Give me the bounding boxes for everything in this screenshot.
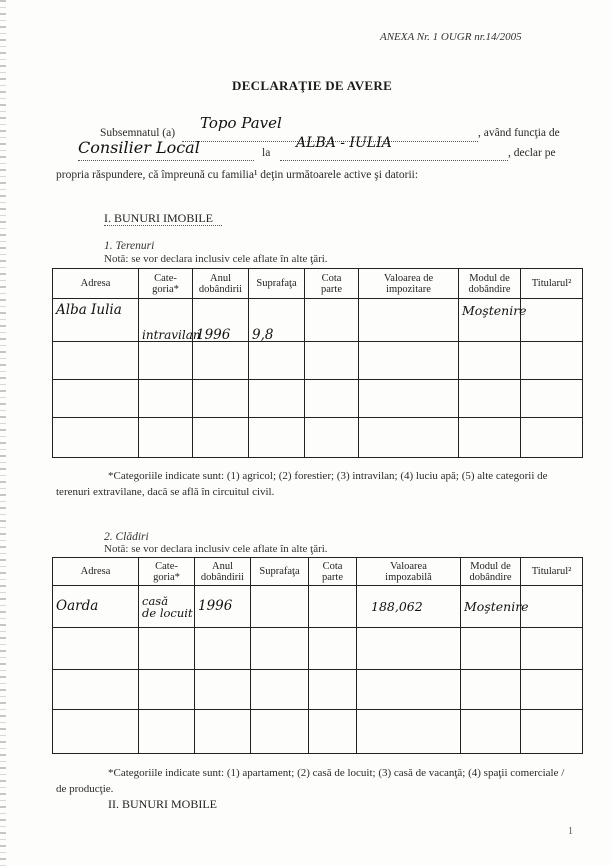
declarant-name: Topo Pavel: [200, 114, 282, 132]
col-titularul: Titularul²: [521, 269, 583, 299]
table-row: [53, 299, 583, 342]
cell-suprafata: 9,8: [249, 299, 305, 342]
col-valoarea: Valoarea de impozitare: [359, 269, 459, 299]
table-row: [53, 342, 583, 380]
la-label: la: [262, 147, 271, 159]
section-underline: [104, 225, 222, 226]
col-valoarea: Valoarea impozabilă: [357, 558, 461, 586]
cell-valoarea: 188,062: [357, 586, 461, 628]
table-row: [53, 586, 583, 628]
declarant-place: ALBA - IULIA: [296, 135, 392, 151]
cell-categoria: intravilan: [139, 299, 193, 342]
col-cota: Cota parte: [305, 269, 359, 299]
section-bunuri-mobile-title: II. BUNURI MOBILE: [108, 797, 217, 811]
scan-edge-noise: [0, 0, 6, 866]
page-number: 1: [568, 826, 573, 837]
col-adresa: Adresa: [53, 269, 139, 299]
terenuri-header-row: [53, 269, 583, 299]
function-line: [78, 160, 254, 161]
declar-pe-label: , declar pe: [508, 147, 556, 159]
cell-suprafata: [251, 586, 309, 628]
cladiri-subtitle: 2. Clădiri: [104, 531, 149, 543]
col-anul: Anul dobândirii: [195, 558, 251, 586]
col-modul: Modul de dobândire: [461, 558, 521, 586]
cell-adresa: Oarda: [53, 586, 139, 628]
table-row: [53, 628, 583, 670]
terenuri-table: [52, 268, 583, 458]
terenuri-categories-footnote: *Categoriile indicate sunt: (1) agricol; (2) forestier; (3) intravilan; (4) luciu apă; (5) alte categorii de terenuri extravilane, dacă se află în circuitul civil.: [56, 470, 548, 498]
col-suprafata: Suprafaţa: [251, 558, 309, 586]
col-cota: Cota parte: [309, 558, 357, 586]
declaration-statement: propria răspundere, că împreună cu familia¹ deţin următoarele active şi datorii:: [56, 169, 419, 181]
declarant-function: Consilier Local: [78, 138, 200, 157]
cell-anul: 1996: [193, 299, 249, 342]
col-titularul: Titularul²: [521, 558, 583, 586]
terenuri-note: Notă: se vor declara inclusiv cele aflate în alte ţări.: [104, 253, 328, 265]
col-categoria: Cate- goria*: [139, 269, 193, 299]
cell-titularul: [521, 299, 583, 342]
cell-categoria: casă de locuit: [139, 586, 195, 628]
section-bunuri-imobile-title: I. BUNURI IMOBILE: [104, 211, 213, 225]
cell-adresa: Alba Iulia: [53, 299, 139, 342]
cell-cota: [309, 586, 357, 628]
col-modul: Modul de dobândire: [459, 269, 521, 299]
terenuri-subtitle: 1. Terenuri: [104, 240, 155, 252]
place-line: [280, 160, 508, 161]
col-adresa: Adresa: [53, 558, 139, 586]
cell-titularul: [521, 586, 583, 628]
col-anul: Anul dobândirii: [193, 269, 249, 299]
cladiri-header-row: [53, 558, 583, 586]
cladiri-categories-footnote: *Categoriile indicate sunt: (1) apartament; (2) casă de locuit; (3) casă de vacanţă; (4) spaţii comerciale / de producţie.: [56, 767, 565, 795]
table-row: [53, 380, 583, 418]
cladiri-table: [52, 557, 583, 754]
cell-modul: Moştenire: [459, 299, 521, 342]
cladiri-note: Notă: se vor declara inclusiv cele aflate în alte ţări.: [104, 543, 328, 555]
table-row: [53, 710, 583, 754]
document-title: DECLARAŢIE DE AVERE: [232, 78, 393, 93]
cell-modul: Moştenire: [461, 586, 521, 628]
table-row: [53, 418, 583, 458]
subsemnatul-label: Subsemnatul (a): [100, 127, 176, 139]
cell-valoarea: [359, 299, 459, 342]
table-row: [53, 670, 583, 710]
cell-cota: [305, 299, 359, 342]
col-categoria: Cate- goria*: [139, 558, 195, 586]
annex-reference: ANEXA Nr. 1 OUGR nr.14/2005: [380, 31, 522, 43]
cell-anul: 1996: [195, 586, 251, 628]
col-suprafata: Suprafaţa: [249, 269, 305, 299]
function-label: , având funcţia de: [478, 127, 560, 139]
